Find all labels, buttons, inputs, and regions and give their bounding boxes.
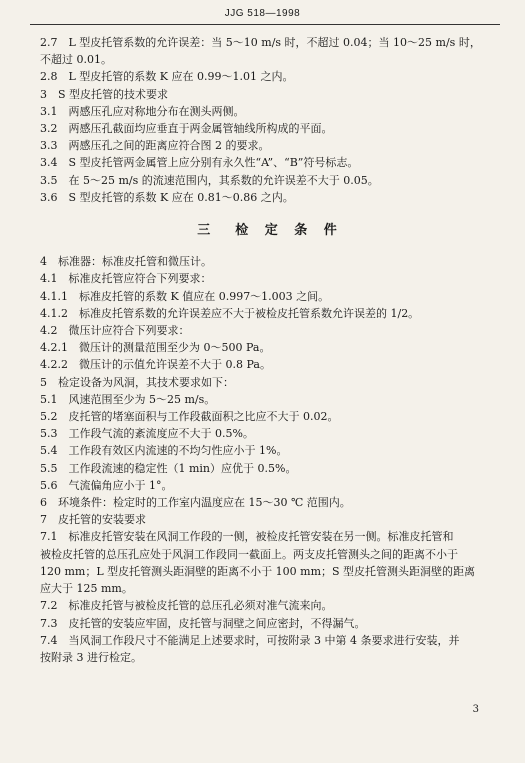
text-line: 5.5 工作段流速的稳定性（1 min）应优于 0.5%。: [40, 461, 297, 475]
text-line: 5 检定设备为风洞，其技术要求如下：: [40, 375, 234, 389]
text-line: 120 mm；L 型皮托管测头距洞壁的距离不小于 100 mm；S 型皮托管测头距洞壁的距离: [40, 564, 476, 578]
text-line: 5.2 皮托管的堵塞面积与工作段截面积之比应不大于 0.02。: [40, 410, 339, 424]
text-line: 3 S 型皮托管的技术要求: [40, 87, 169, 101]
text-line: 7.1 标准皮托管安装在风洞工作段的一侧，被检皮托管安装在另一侧。标准皮托管和: [40, 530, 454, 544]
text-line: 4.2 微压计应符合下列要求：: [40, 324, 190, 338]
text-line: 不超过 0.01。: [40, 53, 112, 67]
text-line: 5.3 工作段气流的紊流度应不大于 0.5%。: [40, 427, 254, 441]
text-line: 4.1.1 标准皮托管的系数 K 值应在 0.997～1.003 之间。: [40, 289, 330, 303]
text-line: 4 标准器：标准皮托管和微压计。: [40, 255, 212, 269]
document-body: [40, 34, 500, 666]
text-line: 7.4 当风洞工作段尺寸不能满足上述要求时，可按附录 3 中第 4 条要求进行安装，并: [40, 633, 460, 647]
text-line: 3.3 两感压孔之间的距离应符合图 2 的要求。: [40, 139, 270, 153]
text-line: 4.1.2 标准皮托管系数的允许误差应不大于被检皮托管系数允许误差的 1/2。: [40, 306, 420, 320]
section-2-3-text: [40, 34, 500, 206]
page-number: 3: [472, 704, 479, 715]
section-4-7-text: [40, 253, 500, 666]
text-line: 7 皮托管的安装要求: [40, 513, 146, 527]
text-line: 应大于 125 mm。: [40, 582, 133, 596]
section-title: 三 检 定 条 件: [197, 223, 343, 239]
text-line: 被检皮托管的总压孔应处于风洞工作段同一截面上。两支皮托管测头之间的距离不小于: [40, 547, 458, 561]
text-line: 2.7 L 型皮托管系数的允许误差：当 5～10 m/s 时，不超过 0.04；当 10～25 m/s 时，: [40, 36, 481, 49]
text-line: 3.4 S 型皮托管两金属管上应分别有永久性“A”、“B”符号标志。: [40, 156, 359, 170]
text-line: 5.1 风速范围至少为 5～25 m/s。: [40, 392, 216, 406]
text-line: 3.2 两感压孔截面均应垂直于两金属管轴线所构成的平面。: [40, 122, 333, 136]
text-line: 7.3 皮托管的安装应牢固，皮托管与洞壁之间应密封，不得漏气。: [40, 616, 366, 630]
header-rule: [30, 24, 500, 25]
text-line: 3.1 两感压孔应对称地分布在测头两侧。: [40, 104, 245, 118]
text-line: 4.2.2 微压计的示值允许误差不大于 0.8 Pa。: [40, 358, 271, 372]
running-header: JJG 518—1998: [224, 8, 301, 19]
text-line: 按附录 3 进行检定。: [40, 650, 142, 664]
text-line: 5.6 气流偏角应小于 1°。: [40, 478, 173, 492]
text-line: 2.8 L 型皮托管的系数 K 应在 0.99～1.01 之内。: [40, 70, 294, 84]
text-line: 4.1 标准皮托管应符合下列要求：: [40, 272, 212, 286]
text-line: 5.4 工作段有效区内流速的不均匀性应小于 1%。: [40, 444, 288, 458]
text-line: 3.5 在 5～25 m/s 的流速范围内，其系数的允许误差不大于 0.05。: [40, 173, 379, 187]
text-line: 7.2 标准皮托管与被检皮托管的总压孔必须对准气流来向。: [40, 599, 333, 613]
text-line: 3.6 S 型皮托管的系数 K 应在 0.81～0.86 之内。: [40, 190, 294, 204]
text-line: 6 环境条件：检定时的工作室内温度应在 15～30 ℃ 范围内。: [40, 496, 351, 510]
text-line: 4.2.1 微压计的测量范围至少为 0～500 Pa。: [40, 341, 271, 355]
